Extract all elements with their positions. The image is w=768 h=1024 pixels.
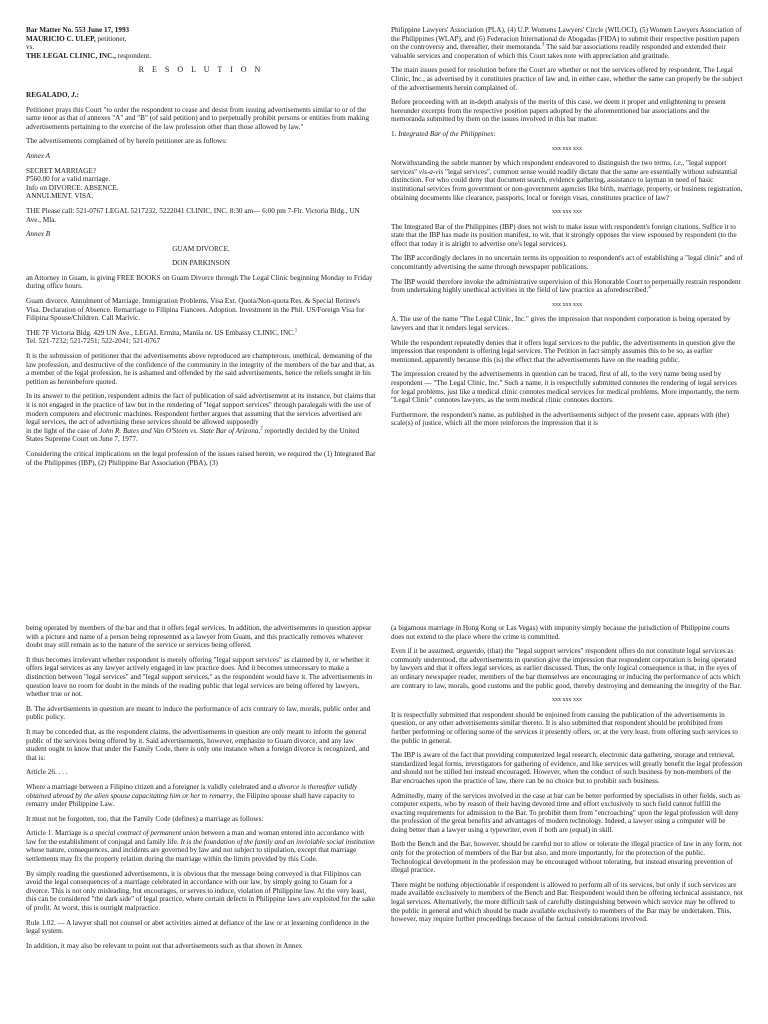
paragraph: Guam divorce. Annulment of Marriage. Immigration Problems, Visa Ext. Quota/Non-quota Res. & Special Retiree's Visa. Declaration of Absence. Remarriage to Filipina Fiancees. Adoption. Investment in the Phil. US/Foreign Visa for Filipina Spouse/Children. Call Marivic.	[26, 297, 365, 323]
paragraph: While the respondent repeatedly denies that it offers legal services to the public, the advertisements in question give the impression that respondent is offering legal services. The Petition in fact simply assumes this to be so, as earlier mentioned, apparently because this (is) the effect that the advertisements have on the reading public.	[391, 338, 736, 364]
text-run: reportedly decided by the United States Supreme Court on June 7, 1977.	[26, 426, 360, 444]
text-run: The said bar associations readily responded and extended their valuable services and cooperation of which this Court takes note with appreciation and gratitude.	[391, 43, 726, 60]
paragraph: Both the Bench and the Bar, however, should be careful not to allow or tolerate the illegal practice of law in any form, not only for the protection of members of the Bar but also, and more importantly, for the protection of the public. Technological development in the profession may be encouraged without tolerating, but instead ensuring prevention of illegal practice.	[391, 840, 742, 875]
text-run: i.e.	[673, 159, 683, 168]
column-right	[391, 26, 743, 582]
text-run: vis-a-vis	[418, 167, 444, 176]
paragraph: Petitioner prays this Court "to order the respondent to cease and desist from issuing advertisements similar to or of the same tenor as that of annexes "A" and "B" (of said petition) and to perpetually prohibit persons or entities from making advertisements pertaining to the exercise of the law profession other than those allowed by law."	[26, 105, 370, 131]
column-left	[26, 624, 376, 1024]
heading-text: Integrated Bar of the Philippines	[398, 129, 494, 138]
respondent-line	[26, 52, 376, 61]
annex-label: Annex B	[26, 230, 51, 239]
text-run: in the light of the case of	[26, 426, 100, 435]
footnote-ref[interactable]: 4	[648, 285, 651, 291]
paragraph: The main issues posed for resolution before the Court are whether or not the services offered by respondent, The Legal Clinic, Inc., as advertised by it constitutes practice of law and, in either case, whether the same can properly be the subject of the advertisements herein complained of.	[391, 66, 743, 92]
paragraph: Rule 1.02. — A lawyer shall not counsel or abet activities aimed at defiance of the law or at lessening confidence in the legal system.	[26, 918, 370, 936]
paragraph: The IBP is aware of the fact that providing computerized legal research, electronic data gathering, storage and retrieval, standardized legal forms, investigators for gathering of evidence, and like services will greatly benefit the legal profession and should not be stifled but instead encouraged. However, when the conduct of such business by non-members of the Bar encroaches upon the practice of law, there can be no choice but to prohibit such business.	[391, 751, 743, 785]
text-run: It is the foundation of the family and an inviolable social institution	[180, 837, 375, 846]
ad-name: DON PARKINSON	[172, 259, 230, 268]
ad-line: ANNULMENT. VISA.	[26, 192, 94, 201]
paragraph: Before proceeding with an in-depth analysis of the merits of this case, we deem it proper and enlightening to present hereunder excerpts from the respective position papers adopted by the aforementioned bar associations and the memoranda submitted by them on the issues involved in this bar matter.	[391, 98, 726, 124]
annex-label: Annex A	[26, 151, 51, 160]
paragraph: It thus becomes irrelevant whether respondent is merely offering "legal support services" as claimed by it, or whether it offers legal services as any lawyer actively engaged in law practice does. And it becomes unnecessary to make a distinction between "legal services" and "legal support services," as the respondent would have it. The advertisements in question leave no room for doubt in the minds of the reading public that legal services are being offered by lawyers, whether true or not.	[26, 655, 373, 699]
text-run: whose nature, consequences, and incidents are governed by law and not subject to stipulation, except that marriage settlements may fix the property relation during the marriage within the limits provided by this Code.	[26, 846, 357, 864]
ellipsis-marker: xxx xxx xxx	[552, 145, 582, 152]
petitioner-line	[26, 35, 376, 44]
petitioner-name: MAURICIO C. ULEP,	[26, 34, 96, 43]
text-run: In its answer to the petition, respondent admits the fact of publication of said advertisement at its instance, but claims that it is not engaged in the practice of law but in the rendering of "legal support services" through paralegals with the use of modern computers and electronic machines. Respondent further argues that assuming that the services advertised are legal services, the act of advertising these services should be allowed supposedly	[26, 392, 376, 427]
paragraph: The IBP accordingly declares in no uncertain terms its opposition to respondent's act of establishing a "legal clinic" and of concomitantly advertising the same through newspaper publications.	[391, 254, 743, 272]
paragraph: being operated by members of the bar and that it offers legal services. In addition, the advertisements in question appear with a picture and name of a person being represented as a lawyer from Guam, and this practically removes whatever doubt may still remain as to the nature of the service or services being offered.	[26, 624, 372, 650]
text-run: a divorce is thereafter validly obtained abroad by the alien spouse capacitating him or her to remarry	[26, 782, 358, 800]
ponente	[26, 91, 376, 100]
ellipsis-marker: xxx xxx xxx	[552, 697, 582, 704]
heading-colon: :	[493, 129, 496, 138]
paragraph	[26, 829, 376, 863]
paragraph: Article 26. . . .	[26, 768, 68, 777]
paragraph: There might be nothing objectionable if respondent is allowed to perform all of its services, but only if such services are made available exclusively to members of the Bench and Bar. Respondent would then be offering technical assistance, not legal services. Alternatively, the more difficult task of carefully distinguishing between which service may be offered to the public in general and which should be made available exclusively to members of the Bar may be undertaken. This, however, may require further proceedings because of the factual considerations involved.	[391, 880, 743, 924]
document-page-bottom	[0, 616, 768, 1024]
paragraph: The impression created by the advertisements in question can be traced, first of all, to the very name being used by respondent — "The Legal Clinic, Inc." Such a name, it is respectfully submitted connotes the rendering of legal services for legal problems, just like a medical clinic connotes medical services for medical problems. More importantly, the term "Legal Clinic" connotes lawyers, as the term medical clinic connotes doctors.	[391, 370, 740, 405]
ad-contact: THE Please call: 521-0767 LEGAL 5217232, 5222041 CLINIC, INC. 8:30 am— 6:00 pm 7-Flr. Victoria Bldg., UN Ave., Mla.	[26, 206, 360, 224]
paragraph: Admittedly, many of the services involved in the case at bar can be better performed by specialists in other fields, such as computer experts, who by reason of their having devoted time and effort exclusively to such field cannot fulfill the exacting requirements for admission to the Bar. To prohibit them from "encroaching" upon the legal profession will deny the profession of the great benefits and advantages of modern technology. Indeed, a lawyer using a computer will be doing better than a lawyer using a typewriter, even if both are (equal) in skill.	[391, 791, 741, 834]
ad-title: GUAM DIVORCE.	[172, 244, 230, 253]
heading-number: 1.	[391, 129, 399, 138]
column-right	[391, 624, 743, 1024]
paragraph	[391, 26, 743, 60]
text-run: Even if it be assumed,	[391, 647, 457, 656]
ad-phones: Tel. 521-7232; 521-7251; 522-2041; 521-0767	[26, 337, 161, 346]
document-title: R E S O L U T I O N	[138, 65, 264, 75]
paragraph	[391, 647, 743, 690]
paragraph: It may be conceded that, as the respondent claims, the advertisements in question are only meant to inform the general public of the services being offered by it. Said advertisements, however, emphasize to Guam divorce, and any law student ought to know that under the Family Code, there is only one instance when a foreign divorce is recognized, and that is:	[26, 727, 370, 762]
text-run: Where a marriage between a Filipino citizen and a foreigner is validly celebrated and	[26, 782, 273, 791]
paragraph: It is respectfully submitted that respondent should be enjoined from causing the publication of the advertisements in question, or any other advertisements similar thereto. It is also submitted that respondent should be prohibited from further performing or offering some of the services it presently offers, or, at the very least, from offering such services to the public in general.	[391, 710, 738, 745]
paragraph	[26, 783, 376, 809]
ponente-name: REGALADO,	[26, 90, 70, 99]
ellipsis-marker: xxx xxx xxx	[552, 209, 582, 216]
paragraph: B. The advertisements in question are meant to induce the performance of acts contrary to law, morals, public order and public policy.	[26, 704, 371, 722]
ad-line: P560.00 for a valid marriage.	[26, 175, 111, 184]
text-run: Philippine Lawyers' Association (PLA), (4) U.P. Womens Lawyers' Circle (WILOCI), (5) Women Lawyers Association of the Philippines (WLAP), and (6) Federacion International de Abogadas (FIDA) to submit their respective position papers on the controversy and, thereafter, their memoranda.	[391, 26, 742, 52]
footnote-ref[interactable]: 3	[541, 42, 545, 48]
advertisement-a	[26, 167, 376, 201]
ellipsis-marker: xxx xxx xxx	[552, 301, 582, 308]
case-caption	[26, 26, 376, 60]
paragraph: A. The use of the name "The Legal Clinic, Inc." gives the impression that respondent corporation is being operated by lawyers and that it renders legal services.	[391, 315, 731, 333]
text-run: between a man and woman entered into accordance with law for the establishment of conjugal and family life.	[26, 829, 364, 846]
case-number: Bar Matter No. 553 June 17, 1993	[26, 26, 130, 34]
section-heading	[391, 130, 743, 139]
paragraph: The Integrated Bar of the Philippines (IBP) does not wish to make issue with respondent's foreign citations. Suffice it to state that the IBP has made its position manifest, to wit, that it strongly opposes the view espoused by respondent (to the effect that today it is alright to advertise one's legal services).	[391, 222, 737, 248]
text-run: The IBP would therefore invoke the administrative supervision of this Honorable Court to perpetually restrain respondent from undertaking highly unethical activities in the field of law practice as aforedescribed.	[391, 277, 741, 295]
text-run: "legal services", common sense would readily dictate that the same are essentially without substantial distinction. For who could deny that document search, evidence gathering, assistance to layman in need of basic institutional services from government or non-government agencies like birth, marriage, property, or business registration, obtaining documents like clearance, passports, local or foreign visas, constitutes practice of law?	[391, 167, 743, 202]
paragraph	[26, 392, 376, 444]
paragraph: Considering the critical implications on the legal profession of the issues raised herein, we required the (1) Integrated Bar of the Philippines (IBP), (2) Philippine Bar Association (PBA), (3)	[26, 449, 376, 467]
paragraph: It must not be forgotten, too, that the Family Code (defines) a marriage as follows:	[26, 814, 264, 823]
paragraph: Furthermore, the respondent's name, as published in the advertisements subject of the present case, appears with (the) scale(s) of justice, which all the more reinforces the impression that it is	[391, 410, 730, 428]
text-run: Article 1. Marriage is	[26, 829, 90, 838]
ad-address-text: THE 7F Victoria Bldg. 429 UN Ave., LEGAL Ermita, Manila nr. US Embassy CLINIC, INC.	[26, 328, 295, 337]
page-separator	[0, 584, 768, 616]
text-run: , "legal support services"	[391, 159, 727, 176]
paragraph: (a bigamous marriage in Hong Kong or Las Vegas) with impunity simply because the jurisdiction of Philippine courts does not extend to the place where the crime is committed.	[391, 624, 730, 641]
paragraph: In addition, it may also be relevant to point out that advertisements such as that shown in Annex	[26, 941, 303, 950]
petitioner-role: petitioner,	[95, 34, 127, 43]
footnote-ref[interactable]: 2	[260, 426, 263, 432]
column-left	[26, 26, 376, 582]
versus: vs.	[26, 43, 35, 52]
case-citation: John R. Bates and Van O'Steen vs. State Bar of Arizona,	[99, 426, 261, 435]
ad-address	[26, 329, 376, 346]
paragraph: It is the submission of petitioner that the advertisements above reproduced are champterous, unethical, demeaning of the law profession, and destructive of the confidence of the community in the integrity of the members of the bar and that, as a member of the legal profession, he is ashamed and offended by the said advertisements, hence the reliefs sought in his petition as hereinbefore quoted.	[26, 352, 375, 386]
paragraph	[391, 159, 743, 202]
paragraph: an Attorney in Guam, is giving FREE BOOKS on Guam Divorce through The Legal Clinic beginning Monday to Friday during office hours.	[26, 273, 373, 291]
paragraph	[391, 278, 743, 295]
paragraph: The advertisements complained of by herein petitioner are as follows:	[26, 137, 227, 146]
text-run: , (that) the "legal support services" respondent offers do not constitute legal services as commonly understood, the advertisements in question give the impression that respondent corporation is being operated by lawyers and that it offers legal services, as earlier discussed. Thus, the only logical consequence is that, in the eyes of an ordinary newspaper reader, members of the bar themselves are encouraging or inducing the performance of acts which are contrary to law, morals, good customs and the public good, thereby destroying and demeaning the integrity of the Bar.	[391, 647, 742, 690]
text-run: , the Filipino spouse shall have capacity to remarry under Philippine Law.	[26, 791, 355, 809]
footnote-ref[interactable]: 1	[294, 328, 298, 334]
respondent-role: respondent.	[115, 51, 152, 60]
text-run: arguendo	[456, 647, 484, 656]
ponente-suffix: J.:	[69, 90, 79, 99]
ad-line: Info on DIVORCE. ABSENCE.	[26, 183, 119, 192]
paragraph: By simply reading the questioned advertisements, it is obvious that the message being conveyed is that Filipinos can avoid the legal consequences of a marriage celebrated in accordance with our law, by simply going to Guam for a divorce. This is not only misleading, but encourages, or serves to induce, violation of Philippine law. At the very least, this can be considered "the dark side" of legal practice, where certain defects in Philippine laws are exploited for the sake of profit. At worst, this is outright malpractice.	[26, 869, 375, 913]
ad-line: SECRET MARRIAGE?	[26, 166, 96, 175]
respondent-name: THE LEGAL CLINIC, INC.,	[26, 51, 116, 60]
text-run: a special contract of permanent union	[89, 829, 200, 838]
text-run: Notwithstanding the subtle manner by which respondent endeavored to distinguish the two terms,	[391, 159, 674, 168]
